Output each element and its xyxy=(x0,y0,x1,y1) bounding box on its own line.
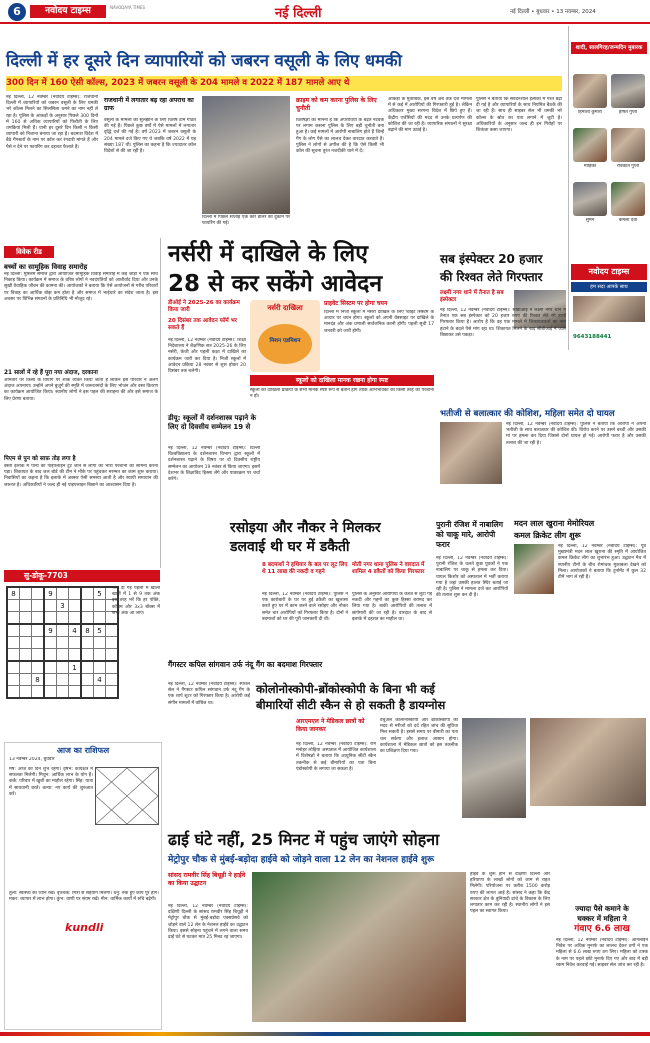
rashi-chart-lines xyxy=(96,768,158,824)
whatsapp-number: 9643188441 xyxy=(573,334,612,340)
nursery-poster-badge xyxy=(258,324,312,364)
sudoku-cell[interactable] xyxy=(32,600,45,612)
sudoku-cell[interactable] xyxy=(69,612,82,625)
lead-headline: दिल्ली में हर दूसरे दिन व्यापारियों को जबरन वसूली के लिए धमकी xyxy=(6,51,402,70)
sudoku-cell[interactable] xyxy=(106,686,119,699)
sudoku-cell[interactable] xyxy=(81,587,94,600)
nursery-bullet-3: प्राइवेट सिस्टम पर होगा चयन xyxy=(324,300,388,307)
sudoku-grid[interactable] xyxy=(6,586,119,699)
greeting-name-5: सुमन xyxy=(585,218,595,223)
scan-headline-2: बीमारियों सीटी स्कैन से हो सकती है डायग्नोस xyxy=(256,698,446,712)
sudoku-cell[interactable] xyxy=(69,649,82,662)
sudoku-cell[interactable] xyxy=(44,637,57,649)
sudoku-row xyxy=(7,600,118,612)
masthead-rule xyxy=(0,22,650,24)
dacoity-headline-1: रसोइया और नौकर ने मिलकर xyxy=(230,520,381,536)
sudoku-cell[interactable] xyxy=(81,600,94,612)
sudoku-cell[interactable] xyxy=(81,637,94,649)
sudoku-cell[interactable] xyxy=(20,637,32,649)
brand-sub: NAVODAYA TIMES xyxy=(110,5,146,10)
nursery-poster-sub: मिशन एडमिशन xyxy=(269,338,301,344)
sudoku-cell[interactable] xyxy=(7,612,20,625)
ad-brand: नवोदय टाइम्स xyxy=(571,264,647,280)
sudoku-cell[interactable] xyxy=(69,686,82,699)
sudoku-cell[interactable] xyxy=(57,649,69,662)
lead-body-1: नई दिल्ली, 12 नवम्बर (नवोदय टाइम्स): राजधानी दिल्ली में व्यापारियों को जबरन वसूली के लिए धमकी भरे कॉल्स मिलने का सिलसिला थमने का नाम नहीं ले रहा है। पुलिस के आंकड़ों के अनुसार पिछले 300 दिनों में 160 से अधिक व्यापारियों को फिरौती के लिए धमकियां मिली हैं। यानी हर दूसरे दिन किसी न किसी व्यापारी को निशाना बनाया जा रहा है। बदमाश विदेश में बैठे गैंगस्टरों के नाम पर कॉल कर रंगदारी मांगते हैं और पैसे न देने पर फायरिंग कर दहशत फैलाते हैं। xyxy=(6,95,98,150)
cricket-headline-2: कमल क्रिकेट लीग शुरू xyxy=(514,531,581,540)
greeting-photo-2 xyxy=(611,74,645,108)
sudoku-row xyxy=(7,649,118,662)
sudoku-cell[interactable]: 9 xyxy=(44,624,57,637)
sudoku-cell[interactable] xyxy=(44,649,57,662)
si-sub: लक्ष्मी नगर थाने में तैनात है सब इंस्पेक्टर xyxy=(440,290,504,303)
greeting-name-2: हर्षित गुप्ता xyxy=(618,110,638,115)
mahila-photo xyxy=(440,422,502,484)
du-headline: डीयू: स्कूलों में दर्शनशास्त्र पढ़ाने के लिए दो दिवसीय सम्मेलन 19 से xyxy=(168,414,256,431)
ad-photo-strip xyxy=(573,296,645,322)
sudoku-cell[interactable] xyxy=(81,674,94,686)
woman-headline-2: चक्कर में महिला ने xyxy=(577,914,627,923)
greeting-photo-3 xyxy=(573,128,607,162)
lead-body-4: आंकड़ों के मुताबिक, इस वर्ष अब तक दर्ज मामलों में से कई में आरोपियों की गिरफ्तारी हुई है। लेकिन अधिकतर मुख्य सरगना विदेश में छिपे हुए हैं। केंद्रीय एजेंसियों की मदद से उनके प्रत्यर्पण की कोशिश की जा रही है। व्यापारिक संगठनों ने सुरक्षा बढ़ाने की मांग उठाई है। xyxy=(388,97,472,134)
sudoku-row xyxy=(7,674,118,686)
nursery-headline-1: नर्सरी में दाखिले के लिए xyxy=(168,241,368,267)
nabalig-body: नई दिल्ली, 12 नवम्बर (नवोदय टाइम्स): पुरानी रंजिश के चलते कुछ युवकों ने एक नाबालिग पर चाकू से हमला कर दिया। घायल किशोर को अस्पताल में भर्ती कराया गया है जहां उसकी हालत स्थिर बताई जा रही है। पुलिस ने मामला दर्ज कर आरोपियों की तलाश शुरू कर दी है। xyxy=(436,556,508,599)
rashifal-box xyxy=(4,742,162,1030)
sudoku-cell[interactable] xyxy=(57,624,69,637)
page-number: 6 xyxy=(8,3,26,21)
sudoku-cell[interactable] xyxy=(106,661,119,674)
right-column xyxy=(568,26,649,350)
ring-photo xyxy=(530,718,646,806)
sudoku-cell[interactable] xyxy=(20,649,32,662)
sudoku-cell[interactable]: 1 xyxy=(69,661,82,674)
sudoku-cell[interactable] xyxy=(44,600,57,612)
sudoku-cell[interactable] xyxy=(57,587,69,600)
sudoku-cell[interactable] xyxy=(20,674,32,686)
si-headline-1: सब इंस्पेक्टर 20 हजार xyxy=(440,252,543,266)
mahila-body: नई दिल्ली, 12 नवम्बर (नवोदय टाइम्स): पुलिस ने बताया कि आरोपी ने अपनी भतीजी के साथ बलात्कार की कोशिश की। विरोध करने पर उसने बच्ची और उसकी मां पर हमला कर दिया जिससे दोनों घायल हो गईं। आरोपी फरार है और उसकी तलाश की जा रही है। xyxy=(506,422,646,446)
sudoku-header xyxy=(4,570,160,582)
nursery-body-1: नई दिल्ली, 12 नवम्बर (नवोदय टाइम्स): शिक्षा निदेशालय ने शैक्षणिक सत्र 2025-26 के लिए नर्सरी, केजी और पहली कक्षा में दाखिले का कार्यक्रम जारी कर दिया है। निजी स्कूलों में आवेदन प्रक्रिया 28 नवंबर से शुरू होकर 20 दिसंबर तक चलेगी। xyxy=(168,338,246,375)
vivek-read-item-2: पिएम से पुन को साफ़ तोड़ लगा है xyxy=(4,456,76,462)
sudoku-row xyxy=(7,624,118,637)
footer-strip xyxy=(0,1032,650,1036)
ad-tagline: हम सदा आपके साथ xyxy=(571,282,647,292)
vivek-read-body-1: नई दिल्ली: मुस्लिम समाज द्वारा आयोजित सामूहिक विवाह समारोह में कई जोड़ों ने एक साथ निकाह किया। कार्यक्रम में समाज के वरिष्ठ लोगों ने नवदंपतियों को आशीर्वाद दिया और उनके सुखी वैवाहिक जीवन की कामना की। आयोजकों ने बताया कि ऐसे आयोजनों से गरीब परिवारों पर विवाह का आर्थिक बोझ कम होता है और समाज में भाईचारे का संदेश जाता है। इस अवसर पर विभिन्न संगठनों के प्रतिनिधि भी मौजूद रहे। xyxy=(4,272,158,302)
nabalig-headline: पुरानी रंजिश में नाबालिग को चाकू मारे, आरोपी फरार xyxy=(436,520,503,549)
greeting-photo-6 xyxy=(611,182,645,216)
nursery-poster-title: नर्सरी दाखिला xyxy=(267,304,303,312)
vivek-read-item-1: 21 सालों में रहे हैं पूरा नया अंदाज, दरकाना xyxy=(4,370,98,376)
woman-headline-1: ज्यादा पैसे कमाने के xyxy=(575,904,629,913)
sudoku-cell[interactable] xyxy=(94,649,106,662)
sudoku-cell[interactable] xyxy=(32,612,45,625)
sudoku-cell[interactable]: 5 xyxy=(94,624,106,637)
greeting-photo-5 xyxy=(573,182,607,216)
lead-body-2: वसूली के मामलों को सुलझाने के लिए विशेष टीमें गठित की गई हैं। पिछले कुछ वर्षों में ऐसे मामलों में लगातार वृद्धि दर्ज की गई है। वर्ष 2023 में जबरन वसूली के 204 मामले दर्ज किए गए थे जबकि वर्ष 2022 में यह संख्या 187 थी। पुलिस का कहना है कि ज्यादातर कॉल विदेशों से की जा रही हैं। xyxy=(104,118,196,155)
dacoity-body-2: पुलिस के अनुसार आरोपियों के कब्जे से लूटी गई नकदी और गहनों का कुछ हिस्सा बरामद कर लिया गया है। बाकी आरोपियों की तलाश में छापेमारी की जा रही है। वारदात के बाद से इलाके में दहशत का माहौल था। xyxy=(352,592,432,622)
sudoku-cell[interactable] xyxy=(32,587,45,600)
masthead xyxy=(0,0,650,26)
scan-body-1: नई दिल्ली, 12 नवम्बर (नवोदय टाइम्स): राम मनोहर लोहिया अस्पताल में आयोजित कार्यशाला में विशेषज्ञों ने बताया कि आधुनिक सीटी स्कैन तकनीक से कई बीमारियों का पता बिना एंडोस्कोपी के लगाया जा सकता है। xyxy=(296,742,376,772)
du-body: नई दिल्ली, 12 नवम्बर (नवोदय टाइम्स): दिल्ली विश्वविद्यालय के दर्शनशास्त्र विभाग द्वारा स्कूलों में दर्शनशास्त्र पढ़ाने के विषय पर दो दिवसीय राष्ट्रीय सम्मेलन का आयोजन 19 नवंबर से किया जाएगा। इसमें देशभर के शिक्षाविद हिस्सा लेंगे और पाठ्यक्रम पर चर्चा करेंगे। xyxy=(168,446,260,483)
sudoku-cell[interactable] xyxy=(7,649,20,662)
sudoku-cell[interactable] xyxy=(32,624,45,637)
lead-side-head-2: क्राइम को कम करना पुलिस के लिए चुनौती xyxy=(296,97,377,112)
sudoku-cell[interactable] xyxy=(69,674,82,686)
sohna-headline: ढाई घंटे नहीं, 25 मिनट में पहुंच जाएंगे सोहना xyxy=(168,830,440,849)
rashi-chart xyxy=(95,767,159,825)
dateline: नई दिल्ली • बुधवार • 13 नवम्बर, 2024 xyxy=(510,9,596,15)
sudoku-cell[interactable] xyxy=(32,661,45,674)
sudoku-cell[interactable] xyxy=(20,661,32,674)
sudoku-cell[interactable] xyxy=(32,686,45,699)
nursery-body-2: दिल्ली में निजी स्कूलों में नर्सरी दाखिले के लिए प्वाइंट सिस्टम के आधार पर चयन होगा। स्कूलों को अपनी वेबसाइट पर दाखिले के मानदंड और अंक प्रणाली सार्वजनिक करनी होगी। पहली सूची 17 जनवरी को जारी होगी। xyxy=(324,310,434,334)
sudoku-cell[interactable] xyxy=(20,600,32,612)
vivek-read-headline: बच्चों का सामूहिक विवाह समारोह xyxy=(4,263,88,271)
sudoku-row xyxy=(7,686,118,699)
vivek-read-tag: विवेक रीड xyxy=(4,246,54,258)
sudoku-row xyxy=(7,587,118,600)
rashifal-brand: kundli xyxy=(65,921,104,934)
lead-body-3: विशेषज्ञों का मानना है कि अपराधियों के बढ़ते नेटवर्क पर लगाम कसना पुलिस के लिए बड़ी चुनौती बना हुआ है। कई मामलों में आरोपी नाबालिग होते हैं जिन्हें गैंग के लोग पैसे का लालच देकर वारदात करवाते हैं। पुलिस ने लोगों से अपील की है कि ऐसे किसी भी कॉल की सूचना तुरंत नजदीकी थाने में दें। xyxy=(296,118,384,155)
sudoku-cell[interactable] xyxy=(32,637,45,649)
greeting-name-1: हिमांशी कुमारी xyxy=(578,110,602,115)
sudoku-row xyxy=(7,661,118,674)
greeting-name-6: कमला देवी xyxy=(618,218,638,223)
vivek-read-body-2: आमतौर पर किसी के वियोग पर शोक व्यक्त किया जाता है लेकिन इस परिवार ने अलग अंदाज अपनाया। उन्होंने अपने बुजुर्ग की स्मृति में जरूरतमंदों के लिए भोजन और वस्त्र वितरण का कार्यक्रम आयोजित किया। स्थानीय लोगों ने इस पहल की सराहना की और इसे समाज के लिए प्रेरणा बताया। xyxy=(4,378,158,402)
sudoku-cell[interactable] xyxy=(57,637,69,649)
vivek-read-body-3: बस्ती इलाके में पानी की पाइपलाइन टूट जाने से लोगों को भारी परेशानी का सामना करना पड़ा। शिकायत के बाद जल बोर्ड की टीम ने मौके पर पहुंचकर मरम्मत का काम शुरू कराया। निवासियों का कहना है कि इलाके में अक्सर ऐसी समस्या आती है और स्थायी समाधान की जरूरत है। अधिकारियों ने जल्द ही नई पाइपलाइन बिछाने का आश्वासन दिया है। xyxy=(4,464,158,488)
lead-photo xyxy=(202,96,290,214)
sudoku-cell[interactable] xyxy=(44,674,57,686)
rashifal-date: 13 नवम्बर 2024, बुधवार xyxy=(9,757,55,762)
si-headline-2: की रिश्वत लेते गिरफ्तार xyxy=(440,270,543,284)
dacoity-sub-2: मोती नगर थाना पुलिस ने वारदात में शामिल 4 डकैतों को किया गिरफ्तार xyxy=(352,562,425,575)
lead-subhead: 300 दिन में 160 ऐसी कॉल्स, 2023 में जबरन वसूली के 204 मामले व 2022 में 187 मामले आए थे xyxy=(6,76,562,91)
section-title: नई दिल्ली xyxy=(275,6,322,21)
sudoku-cell[interactable] xyxy=(44,612,57,625)
sudoku-cell[interactable] xyxy=(20,624,32,637)
rashifal-body-1: मेष: आज का दिन शुभ रहेगा। वृषभ: कार्यक्षेत्र में सफलता मिलेगी। मिथुन: आर्थिक लाभ के योग हैं। कर्क: परिवार में खुशी का माहौल रहेगा। सिंह: यात्रा में सावधानी बरतें। कन्या: नए कार्य की शुरुआत करें। xyxy=(9,767,93,797)
dacoity-headline-2: डलवाई थी घर में डकैती xyxy=(230,539,350,555)
scan-sub: आरएमएल ने मेडिकल छात्रों को किया जानकर xyxy=(296,718,365,733)
rashifal-title: आज का राशिफल xyxy=(56,746,110,755)
sudoku-cell[interactable] xyxy=(69,587,82,600)
woman-headline-3: गंवाए 6.6 लाख xyxy=(574,924,630,934)
sohna-body-2: हाईवे के शुरू होने से दक्षिणी दिल्ली और हरियाणा के लाखों लोगों को जाम से राहत मिलेगी। परियोजना पर करीब 1500 करोड़ रुपए की लागत आई है। सांसद ने कहा कि केंद्र सरकार क्षेत्र के बुनियादी ढांचे के विकास के लिए लगातार काम कर रही है। स्थानीय लोगों ने इस पहल का स्वागत किया। xyxy=(470,872,550,915)
sudoku-cell[interactable] xyxy=(94,612,106,625)
sudoku-cell[interactable] xyxy=(7,674,20,686)
sudoku-cell[interactable] xyxy=(81,649,94,662)
nursery-headline-2: 28 से कर सकेंगे आवेदन xyxy=(168,271,383,297)
sudoku-cell[interactable] xyxy=(106,649,119,662)
sudoku-cell[interactable] xyxy=(7,686,20,699)
sudoku-cell[interactable] xyxy=(94,637,106,649)
sudoku-cell[interactable] xyxy=(69,600,82,612)
sudoku-cell[interactable] xyxy=(57,686,69,699)
sudoku-cell[interactable] xyxy=(94,600,106,612)
sudoku-cell[interactable]: 4 xyxy=(69,624,82,637)
sudoku-cell[interactable] xyxy=(32,649,45,662)
sudoku-cell[interactable]: 3 xyxy=(57,600,69,612)
sudoku-cell[interactable]: 8 xyxy=(32,674,45,686)
sudoku-cell[interactable] xyxy=(7,637,20,649)
greeting-title: शादी, सालगिरह/जन्मदिन मुबारक xyxy=(571,42,647,54)
scan-headline-1: कोलोनोस्कोपी-ब्रोंकोस्कोपी के बिना भी कई xyxy=(256,682,435,696)
sudoku-cell[interactable] xyxy=(81,612,94,625)
sudoku-cell[interactable] xyxy=(57,612,69,625)
sudoku-cell[interactable] xyxy=(7,661,20,674)
dacoity-sub-1: 8 बदमाशों ने हथियार के बल पर लूट लिए थे 11 लाख की नकदी व गहने xyxy=(262,562,348,575)
cricket-body: नई दिल्ली, 12 नवम्बर (नवोदय टाइम्स): पूर्व मुख्यमंत्री मदन लाल खुराना की स्मृति में आयोजित कमल क्रिकेट लीग का शुभारंभ हुआ। उद्घाटन मैच में स्थानीय टीमों के बीच रोमांचक मुकाबला देखने को मिला। आयोजकों ने बताया कि टूर्नामेंट में कुल 32 टीमें भाग ले रही हैं। xyxy=(558,544,646,581)
sudoku-cell[interactable]: 8 xyxy=(7,587,20,600)
sudoku-cell[interactable] xyxy=(57,674,69,686)
dacoity-body-1: नई दिल्ली, 12 नवम्बर (नवोदय टाइम्स): पुलिस ने एक कारोबारी के घर पर हुई डकैती का खुलासा करते हुए घर में काम करने वाले रसोइए और नौकर समेत चार आरोपियों को गिरफ्तार किया है। दोनों ने बदमाशों को घर की पूरी जानकारी दी थी। xyxy=(262,592,348,622)
sudoku-title: सु-डोकू-7703 xyxy=(24,571,68,580)
sudoku-cell[interactable] xyxy=(94,686,106,699)
sudoku-cell[interactable] xyxy=(81,661,94,674)
sohna-photo xyxy=(252,872,466,1022)
sudoku-cell[interactable] xyxy=(20,612,32,625)
sudoku-cell[interactable] xyxy=(7,600,20,612)
sohna-side-head: सांसद रामवीर सिंह बिधूड़ी ने हाईवे का किया उद्घाटन xyxy=(168,872,246,887)
nursery-bottom-line: स्कूलों को दाखिला मानक रखना होगा स्पष्ट xyxy=(250,375,434,386)
greeting-name-4: रविकांत गुप्ता xyxy=(616,164,640,169)
sudoku-cell[interactable]: 5 xyxy=(94,587,106,600)
lead-photo-caption: दिल्ली में पिछले सप्ताह एक कार डीलर की दुकान पर फायरिंग की गई। xyxy=(202,215,290,227)
gangster-body: नई दिल्ली, 12 नवम्बर (नवोदय टाइम्स): स्पेशल सेल ने गैंगस्टर कपिल सांगवान उर्फ नंदू गैंग के एक शार्प शूटर को गिरफ्तार किया है। आरोपी कई संगीन मामलों में वांछित था। xyxy=(168,682,250,706)
sudoku-cell[interactable] xyxy=(20,587,32,600)
sudoku-cell[interactable] xyxy=(20,686,32,699)
greeting-name-3: माहिका xyxy=(583,164,597,169)
sudoku-cell[interactable] xyxy=(106,674,119,686)
sudoku-cell[interactable] xyxy=(57,661,69,674)
si-body: नई दिल्ली, 12 नवम्बर (नवोदय टाइम्स): सीबीआई ने लक्ष्मी नगर थाने में तैनात एक सब इंस्पेक्टर को 20 हजार रुपए की रिश्वत लेते रंगे हाथों गिरफ्तार किया है। आरोप है कि वह एक मामले में शिकायतकर्ता का नाम हटाने के बदले पैसे मांग रहा था। शिकायत मिलने के बाद सीबीआई ने जाल बिछाकर उसे पकड़ा। xyxy=(440,308,566,338)
lead-body-5: पुलिस ने बताया कि संवेदनशील इलाकों में गश्त बढ़ा दी गई है और व्यापारियों के साथ नियमित बैठकें की जा रही हैं। साथ ही साइबर सेल भी धमकी भरे कॉल्स के स्रोत का पता लगाने में जुटी है। अधिकारियों के अनुसार जल्द ही इन गिरोहों पर शिकंजा कसा जाएगा। xyxy=(476,97,562,134)
sudoku-instructions: नीचे दी गई पहेली में खाली खानों में 1 से 9 तक अंक इस तरह भरें कि हर पंक्ति, कॉलम और 3x3 बॉक्स में सभी अंक आ जाएं। xyxy=(112,586,160,616)
brand-logo: नवोदय टाइम्स xyxy=(30,5,106,18)
sudoku-row xyxy=(7,612,118,625)
scan-photo xyxy=(462,718,526,818)
nursery-bullet-1: डीओई ने 2025-26 का कार्यक्रम किया जारी xyxy=(168,300,240,313)
sudoku-cell[interactable] xyxy=(7,624,20,637)
sudoku-cell[interactable]: 9 xyxy=(44,587,57,600)
left-column xyxy=(4,238,161,568)
greeting-photo-1 xyxy=(573,74,607,108)
nursery-bullet-2: 20 दिसंबर तक आवेदन फॉर्म भर सकते हैं xyxy=(168,318,237,331)
nursery-body-3: स्कूलों को दाखिला प्रक्रिया के सभी मानक स्पष्ट रूप से बताने होंगे ताकि अभिभावकों को किसी तरह की परेशानी न हो। xyxy=(250,388,434,400)
woman-body: नई दिल्ली, 12 नवम्बर (नवोदय टाइम्स): ऑनलाइन निवेश पर अधिक मुनाफे का लालच देकर ठगों ने एक महिला से 6.6 लाख रुपए ठग लिए। महिला को टास्क के नाम पर पहले छोटे मुनाफे दिए गए और बाद में बड़ी रकम निवेश करवाई गई। साइबर सेल जांच कर रही है। xyxy=(556,938,648,968)
greeting-photo-4 xyxy=(611,128,645,162)
lead-side-head-1: राजधानी में लगातार बढ़ रहा अपराध का ग्राफ xyxy=(104,97,194,112)
cricket-headline-1: मदन लाल खुराना मेमोरियल xyxy=(514,519,595,528)
sohna-subhead: मेट्रोपुर चौक से मुंबई-बड़ोदा हाईवे को जोड़ने वाला 12 लेन का नेशनल हाईवे शुरू xyxy=(168,855,434,865)
mahila-headline: भतीजी से बलात्कार की कोशिश, महिला समेत दो घायल xyxy=(440,409,615,419)
gangster-headline: गैंगस्टर कपिल सांगवान उर्फ नंदू गैंग का बदमाश गिरफ्तार xyxy=(168,660,323,669)
sudoku-cell[interactable] xyxy=(94,661,106,674)
sudoku-cell[interactable]: 4 xyxy=(94,674,106,686)
nursery-poster xyxy=(250,300,320,372)
scan-body-2: वर्चुअल कोलोनोस्कोपी और ब्रोंकोस्कोपी की मदद से मरीजों को दर्द रहित जांच की सुविधा मिल सकती है। इससे समय पर बीमारी का पता चल सकेगा और इलाज आसान होगा। कार्यशाला में मेडिकल छात्रों को इस तकनीक का प्रशिक्षण दिया गया। xyxy=(380,718,458,755)
rashifal-body-2: तुला: स्वास्थ्य का ध्यान रखें। वृश्चिक: मित्रों से सहयोग मिलेगा। धनु: रुके हुए कार्य पूरे होंगे। मकर: व्यापार में लाभ होगा। कुंभ: वाणी पर संयम रखें। मीन: धार्मिक कार्यों में रुचि बढ़ेगी। xyxy=(9,891,159,903)
sudoku-cell[interactable]: 8 xyxy=(81,624,94,637)
cricket-photo xyxy=(514,544,554,594)
sohna-body-1: नई दिल्ली, 12 नवम्बर (नवोदय टाइम्स): दक्षिणी दिल्ली के सांसद रामवीर सिंह बिधूड़ी ने मेट्रोपुर चौक से मुंबई-बड़ोदा एक्सप्रेसवे को जोड़ने वाले 12 लेन के नेशनल हाईवे का उद्घाटन किया। इससे सोहना पहुंचने में लगने वाला समय ढाई घंटे से घटकर मात्र 25 मिनट रह जाएगा। xyxy=(168,904,248,941)
sudoku-cell[interactable] xyxy=(81,686,94,699)
sudoku-cell[interactable] xyxy=(44,686,57,699)
sudoku-row xyxy=(7,637,118,649)
sudoku-cell[interactable] xyxy=(69,637,82,649)
sudoku-cell[interactable] xyxy=(44,661,57,674)
